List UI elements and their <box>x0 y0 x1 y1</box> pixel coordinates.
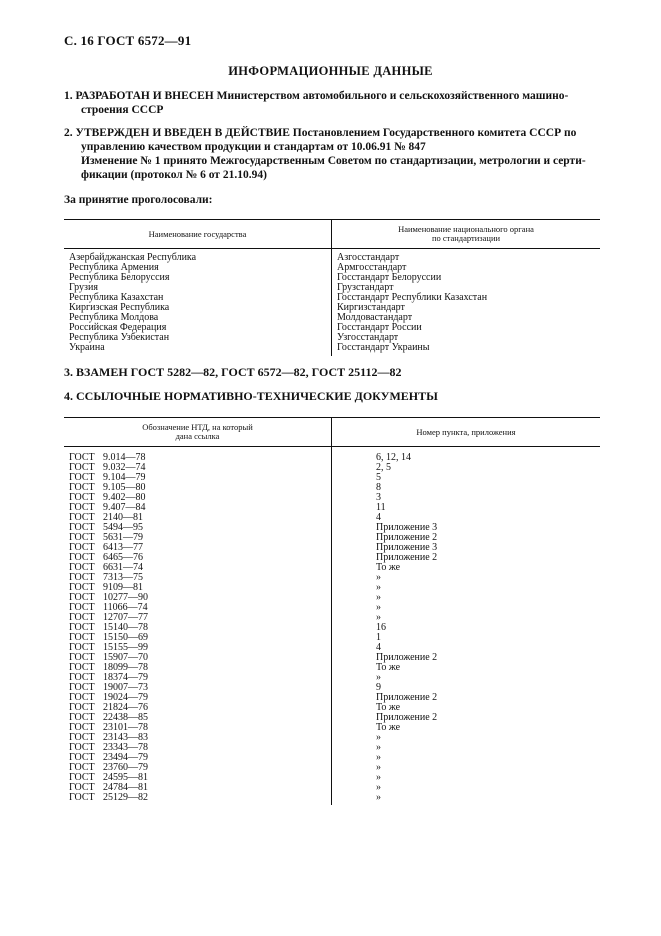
ref-clause: 9 <box>376 682 381 693</box>
ref-document-number: 19007—73 <box>103 682 148 693</box>
state-name: Российская Федерация <box>69 322 167 333</box>
states-table <box>64 219 600 356</box>
ref-document-number: 5494—95 <box>103 522 143 533</box>
ref-document-number: 9.407—84 <box>103 502 146 513</box>
ref-document-number: 24595—81 <box>103 772 148 783</box>
ref-document-number: 12707—77 <box>103 612 148 623</box>
ref-clause: » <box>376 782 381 793</box>
ref-document-number: 18099—78 <box>103 662 148 673</box>
ref-clause: » <box>376 602 381 613</box>
ref-clause: То же <box>376 722 401 733</box>
ref-document-prefix: ГОСТ <box>69 482 95 493</box>
standards-body-name: Азгосстандарт <box>337 252 400 263</box>
ref-clause: 11 <box>376 502 386 513</box>
ref-document-number: 23494—79 <box>103 752 148 763</box>
refs-table <box>64 417 600 805</box>
state-name: Республика Узбекистан <box>69 332 170 343</box>
ref-document-prefix: ГОСТ <box>69 472 95 483</box>
ref-clause: » <box>376 612 381 623</box>
ref-clause: То же <box>376 662 401 673</box>
voted-label: За принятие проголосовали: <box>64 194 213 206</box>
ref-document-prefix: ГОСТ <box>69 742 95 753</box>
section-1-lead: РАЗРАБОТАН И ВНЕСЕН <box>75 90 214 102</box>
ref-document-number: 9.402—80 <box>103 492 146 503</box>
ref-document-prefix: ГОСТ <box>69 702 95 713</box>
ref-document-prefix: ГОСТ <box>69 462 95 473</box>
ref-document-prefix: ГОСТ <box>69 782 95 793</box>
ref-document-prefix: ГОСТ <box>69 582 95 593</box>
ref-document-number: 19024—79 <box>103 692 148 703</box>
ref-document-number: 21824—76 <box>103 702 148 713</box>
ref-document-number: 23343—78 <box>103 742 148 753</box>
ref-document-prefix: ГОСТ <box>69 672 95 683</box>
ref-clause: » <box>376 772 381 783</box>
ref-document-prefix: ГОСТ <box>69 522 95 533</box>
section-3-number: 3. <box>64 365 73 379</box>
ref-document <box>69 793 331 803</box>
ref-document-number: 5631—79 <box>103 532 143 543</box>
section-4-text: ССЫЛОЧНЫЕ НОРМАТИВНО-ТЕХНИЧЕСКИЕ ДОКУМЕНТЫ <box>76 389 438 403</box>
ref-document-prefix: ГОСТ <box>69 792 95 803</box>
refs-col2-body <box>332 447 601 806</box>
ref-document-prefix: ГОСТ <box>69 642 95 653</box>
ref-document-prefix: ГОСТ <box>69 712 95 723</box>
section-1-number: 1. <box>64 90 73 102</box>
ref-document-number: 10277—90 <box>103 592 148 603</box>
ref-document-prefix: ГОСТ <box>69 502 95 513</box>
state-name: Украина <box>69 342 105 353</box>
refs-col1-header-line1: Обозначение НТД, на который <box>142 422 253 432</box>
ref-clause: Приложение 2 <box>376 652 438 663</box>
ref-document-number: 15155—99 <box>103 642 148 653</box>
section-2-text-line2: управлению качеством продукции и стандартам от 10.06.91 № 847 <box>81 141 426 153</box>
section-2-change-line1: Изменение № 1 принято Межгосударственным Советом по стандартизации, метрологии и серти- <box>81 155 586 167</box>
ref-clause: » <box>376 672 381 683</box>
ref-clause: Приложение 2 <box>376 692 438 703</box>
ref-document-number: 15150—69 <box>103 632 148 643</box>
ref-document-number: 7313—75 <box>103 572 143 583</box>
state-name: Республика Казахстан <box>69 292 164 303</box>
section-3 <box>64 365 602 379</box>
ref-document-prefix: ГОСТ <box>69 492 95 503</box>
ref-document-prefix: ГОСТ <box>69 572 95 583</box>
ref-clause: » <box>376 732 381 743</box>
ref-clause: 4 <box>376 512 381 523</box>
section-1-text-line1: Министерством автомобильного и сельскохозяйственного машино- <box>213 90 569 102</box>
ref-clause: » <box>376 572 381 583</box>
ref-clause: То же <box>376 702 401 713</box>
section-4 <box>64 389 602 403</box>
standards-body-name: Киргизстандарт <box>337 302 405 313</box>
standards-body-name: Госстандарт Республики Казахстан <box>337 292 488 303</box>
section-1 <box>64 89 602 117</box>
standards-body-name: Грузстандарт <box>337 282 394 293</box>
standards-body-name: Молдовастандарт <box>337 312 413 323</box>
state-name: Азербайджанская Республика <box>69 252 197 263</box>
ref-document-prefix: ГОСТ <box>69 542 95 553</box>
ref-document-prefix: ГОСТ <box>69 662 95 673</box>
ref-document-prefix: ГОСТ <box>69 602 95 613</box>
states-col1-body <box>64 249 332 357</box>
section-2-text-line1: Постановлением Государственного комитета СССР по <box>289 127 577 139</box>
states-col2-header-line2: по стандартизации <box>431 233 501 243</box>
state-name: Грузия <box>69 282 98 293</box>
ref-document-number: 9.014—78 <box>103 452 146 463</box>
ref-clause: Приложение 3 <box>376 542 438 553</box>
ref-clause: Приложение 2 <box>376 552 438 563</box>
section-2-change-line2: фикации (протокол № 6 от 21.10.94) <box>81 169 267 181</box>
page-header: С. 16 ГОСТ 6572—91 <box>64 33 192 48</box>
ref-clause: 4 <box>376 642 381 653</box>
states-col2-header-line1: Наименование национального органа <box>398 224 534 234</box>
refs-col1-header <box>64 418 332 447</box>
ref-document-number: 11066—74 <box>103 602 148 613</box>
ref-document-number: 25129—82 <box>103 792 148 803</box>
ref-document-number: 22438—85 <box>103 712 148 723</box>
ref-document-number: 6413—77 <box>103 542 143 553</box>
ref-document-prefix: ГОСТ <box>69 772 95 783</box>
ref-clause: Приложение 2 <box>376 712 438 723</box>
standards-body-name: Госстандарт России <box>337 322 422 333</box>
section-2-number: 2. <box>64 127 73 139</box>
ref-document-prefix: ГОСТ <box>69 752 95 763</box>
ref-document-number: 9109—81 <box>103 582 143 593</box>
ref-document-prefix: ГОСТ <box>69 592 95 603</box>
ref-document-number: 18374—79 <box>103 672 148 683</box>
ref-document-number: 23101—78 <box>103 722 148 733</box>
ref-document-prefix: ГОСТ <box>69 562 95 573</box>
refs-col2-header: Номер пункта, приложения <box>332 418 601 447</box>
ref-document-prefix: ГОСТ <box>69 452 95 463</box>
section-2 <box>64 126 602 182</box>
ref-document-prefix: ГОСТ <box>69 632 95 643</box>
ref-document-number: 23143—83 <box>103 732 148 743</box>
ref-document-prefix: ГОСТ <box>69 532 95 543</box>
ref-clause: Приложение 2 <box>376 532 438 543</box>
standards-body-name: Узгосстандарт <box>337 332 399 343</box>
ref-document-number: 15907—70 <box>103 652 148 663</box>
state-name: Республика Молдова <box>69 312 159 323</box>
ref-document-number: 6465—76 <box>103 552 143 563</box>
ref-clause: То же <box>376 562 401 573</box>
ref-clause: 8 <box>376 482 381 493</box>
section-4-number: 4. <box>64 389 73 403</box>
ref-clause: 6, 12, 14 <box>376 452 411 463</box>
standards-body-name: Госстандарт Украины <box>337 342 430 353</box>
section-3-text: ВЗАМЕН ГОСТ 5282—82, ГОСТ 6572—82, ГОСТ 25112—82 <box>76 365 402 379</box>
ref-clause: » <box>376 762 381 773</box>
ref-document-number: 23760—79 <box>103 762 148 773</box>
ref-document-number: 9.032—74 <box>103 462 146 473</box>
ref-document-prefix: ГОСТ <box>69 692 95 703</box>
ref-clause: » <box>376 592 381 603</box>
states-col2-header <box>332 220 601 249</box>
ref-clause: 2, 5 <box>376 462 391 473</box>
state-name: Республика Белоруссия <box>69 272 170 283</box>
ref-clause: » <box>376 742 381 753</box>
ref-clause: 1 <box>376 632 381 643</box>
ref-clause: 5 <box>376 472 381 483</box>
ref-document-prefix: ГОСТ <box>69 682 95 693</box>
section-2-lead: УТВЕРЖДЕН И ВВЕДЕН В ДЕЙСТВИЕ <box>75 127 290 139</box>
standards-body-name: Армгосстандарт <box>337 262 407 273</box>
ref-document-number: 9.105—80 <box>103 482 146 493</box>
ref-clause: » <box>376 582 381 593</box>
document-title: ИНФОРМАЦИОННЫЕ ДАННЫЕ <box>228 64 433 78</box>
ref-document-prefix: ГОСТ <box>69 652 95 663</box>
ref-clause: » <box>376 752 381 763</box>
ref-document-prefix: ГОСТ <box>69 552 95 563</box>
ref-document-prefix: ГОСТ <box>69 762 95 773</box>
ref-document-number: 2140—81 <box>103 512 143 523</box>
ref-document-prefix: ГОСТ <box>69 622 95 633</box>
states-col2-body <box>332 249 601 357</box>
standards-body-name: Госстандарт Белоруссии <box>337 272 442 283</box>
ref-document-number: 9.104—79 <box>103 472 146 483</box>
states-col1-header: Наименование государства <box>148 228 247 239</box>
refs-col1-header-line2: дана ссылка <box>175 431 220 441</box>
ref-document-number: 24784—81 <box>103 782 148 793</box>
ref-document-prefix: ГОСТ <box>69 722 95 733</box>
ref-clause: » <box>376 792 381 803</box>
state-name: Киргизская Республика <box>69 302 170 313</box>
ref-document-number: 15140—78 <box>103 622 148 633</box>
ref-document-prefix: ГОСТ <box>69 612 95 623</box>
section-1-text-line2: строения СССР <box>81 104 164 116</box>
ref-document-number: 6631—74 <box>103 562 143 573</box>
state-name: Республика Армения <box>69 262 159 273</box>
ref-document-prefix: ГОСТ <box>69 732 95 743</box>
ref-clause: Приложение 3 <box>376 522 438 533</box>
ref-clause: 16 <box>376 622 386 633</box>
refs-col1-body <box>64 447 332 806</box>
ref-document-prefix: ГОСТ <box>69 512 95 523</box>
ref-clause: 3 <box>376 492 381 503</box>
